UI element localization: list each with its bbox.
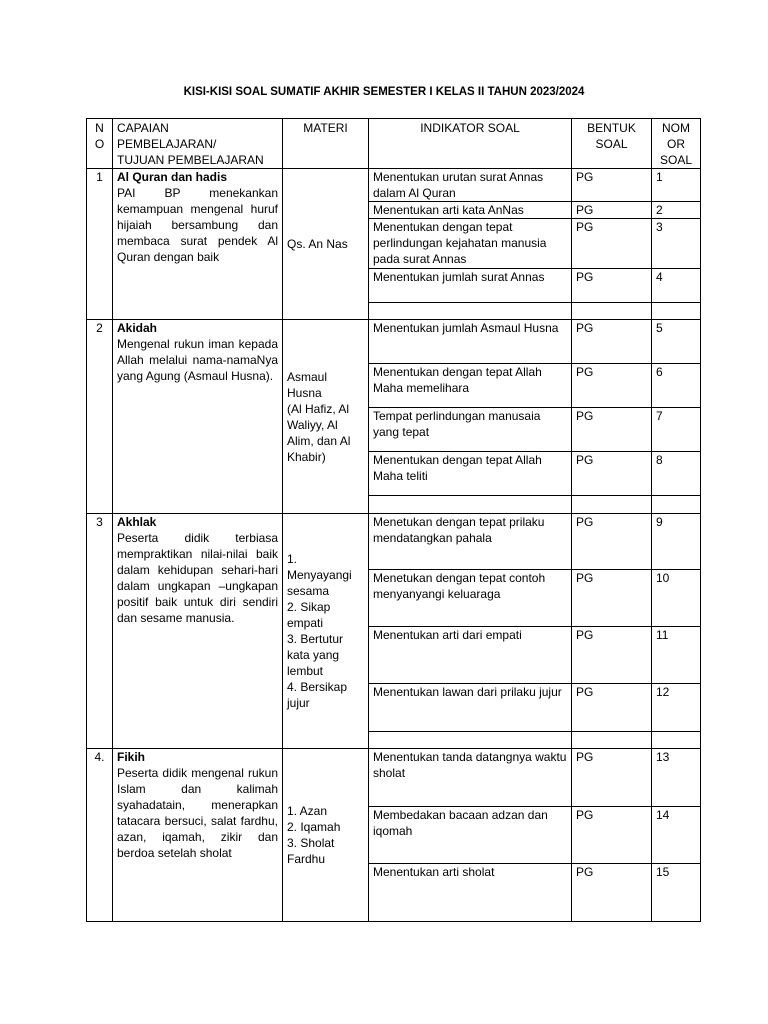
blank-cell [572,732,652,749]
bentuk-cell: PG [572,169,652,202]
materi-cell: Asmaul Husna (Al Hafiz, Al Waliyy, Al Alim, dan Al Khabir) [283,320,369,514]
materi-cell: 1. Menyayangi sesama 2. Sikap empati 3. Bertutur kata yang lembut 4. Bersikap jujur [283,514,369,749]
bentuk-cell: PG [572,320,652,364]
nomor-cell: 1 [652,169,701,202]
blank-cell [572,496,652,514]
nomor-cell: 15 [652,864,701,922]
header-capaian: CAPAIAN PEMBELAJARAN/ TUJUAN PEMBELAJARAN [113,119,283,169]
table-row [87,169,701,202]
nomor-cell: 7 [652,408,701,452]
nomor-cell: 9 [652,514,701,570]
blank-cell [369,303,572,320]
indikator-cell: Menentukan arti kata AnNas [369,202,572,219]
section-number: 2 [87,320,113,514]
blank-cell [369,732,572,749]
nomor-cell: 6 [652,364,701,408]
section-description: Peserta didik mengenal rukun Islam dan kalimah syahadatain, menerapkan tatacara bersuci, salat fardhu, azan, iqamah, zikir dan berdoa setelah sholat [117,766,278,860]
kisi-kisi-table [86,118,701,922]
indikator-cell: Menetukan dengan tepat prilaku mendatangkan pahala [369,514,572,570]
materi-cell: 1. Azan 2. Iqamah 3. Sholat Fardhu [283,749,369,922]
bentuk-cell: PG [572,627,652,684]
table-row [87,749,701,807]
blank-cell [369,496,572,514]
indikator-cell: Membedakan bacaan adzan dan iqomah [369,807,572,864]
header-bentuk: BENTUK SOAL [572,119,652,169]
nomor-cell: 3 [652,219,701,269]
bentuk-cell: PG [572,864,652,922]
nomor-cell: 13 [652,749,701,807]
capaian-cell [113,514,283,749]
table-header-row [87,119,701,169]
section-title: Akhlak [117,515,157,529]
bentuk-cell: PG [572,749,652,807]
nomor-cell: 4 [652,269,701,303]
bentuk-cell: PG [572,684,652,732]
nomor-cell: 14 [652,807,701,864]
indikator-cell: Menentukan jumlah Asmaul Husna [369,320,572,364]
document-title: KISI-KISI SOAL SUMATIF AKHIR SEMESTER I KELAS II TAHUN 2023/2024 [183,86,585,98]
table-row [87,514,701,570]
indikator-cell: Menentukan dengan tepat Allah Maha teliti [369,452,572,496]
section-number: 3 [87,514,113,749]
capaian-cell [113,749,283,922]
section-title: Akidah [117,321,158,335]
section-title: Fikih [117,750,146,764]
nomor-cell: 8 [652,452,701,496]
blank-cell [572,303,652,320]
indikator-cell: Menentukan dengan tepat perlindungan kejahatan manusia pada surat Annas [369,219,572,269]
capaian-cell [113,320,283,514]
bentuk-cell: PG [572,514,652,570]
nomor-cell: 2 [652,202,701,219]
bentuk-cell: PG [572,269,652,303]
indikator-cell: Menentukan urutan surat Annas dalam Al Quran [369,169,572,202]
indikator-cell: Menetukan dengan tepat contoh menyanyangi keluaraga [369,570,572,627]
header-indikator: INDIKATOR SOAL [369,119,572,169]
bentuk-cell: PG [572,202,652,219]
header-materi: MATERI [283,119,369,169]
nomor-cell: 12 [652,684,701,732]
indikator-cell: Menentukan arti sholat [369,864,572,922]
indikator-cell: Menentukan jumlah surat Annas [369,269,572,303]
table-row [87,320,701,364]
indikator-cell: Menentukan lawan dari prilaku jujur [369,684,572,732]
blank-cell [652,496,701,514]
indikator-cell: Menentukan tanda datangnya waktu sholat [369,749,572,807]
header-no: N O [87,119,113,169]
bentuk-cell: PG [572,364,652,408]
materi-cell: Qs. An Nas [283,169,369,320]
capaian-cell [113,169,283,320]
nomor-cell: 11 [652,627,701,684]
bentuk-cell: PG [572,408,652,452]
section-title: Al Quran dan hadis [117,170,228,184]
section-number: 4. [87,749,113,922]
nomor-cell: 10 [652,570,701,627]
indikator-cell: Tempat perlindungan manusaia yang tepat [369,408,572,452]
bentuk-cell: PG [572,452,652,496]
bentuk-cell: PG [572,570,652,627]
section-description: Mengenal rukun iman kepada Allah melalui nama-namaNya yang Agung (Asmaul Husna). [117,337,278,383]
section-description: Peserta didik terbiasa mempraktikan nilai-nilai baik dalam kehidupan sehari-hari dalam ungkapan –ungkapan positif baik untuk diri sendiri dan sesame manusia. [117,531,278,625]
bentuk-cell: PG [572,219,652,269]
blank-cell [652,732,701,749]
table-body [87,169,701,922]
indikator-cell: Menentukan arti dari empati [369,627,572,684]
section-number: 1 [87,169,113,320]
section-description: PAI BP menekankan kemampuan mengenal huruf hijaiah bersambung dan membaca surat pendek Al Quran dengan baik [117,186,278,264]
blank-cell [652,303,701,320]
indikator-cell: Menentukan dengan tepat Allah Maha memelihara [369,364,572,408]
header-nomor: NOM OR SOAL [652,119,701,169]
bentuk-cell: PG [572,807,652,864]
nomor-cell: 5 [652,320,701,364]
